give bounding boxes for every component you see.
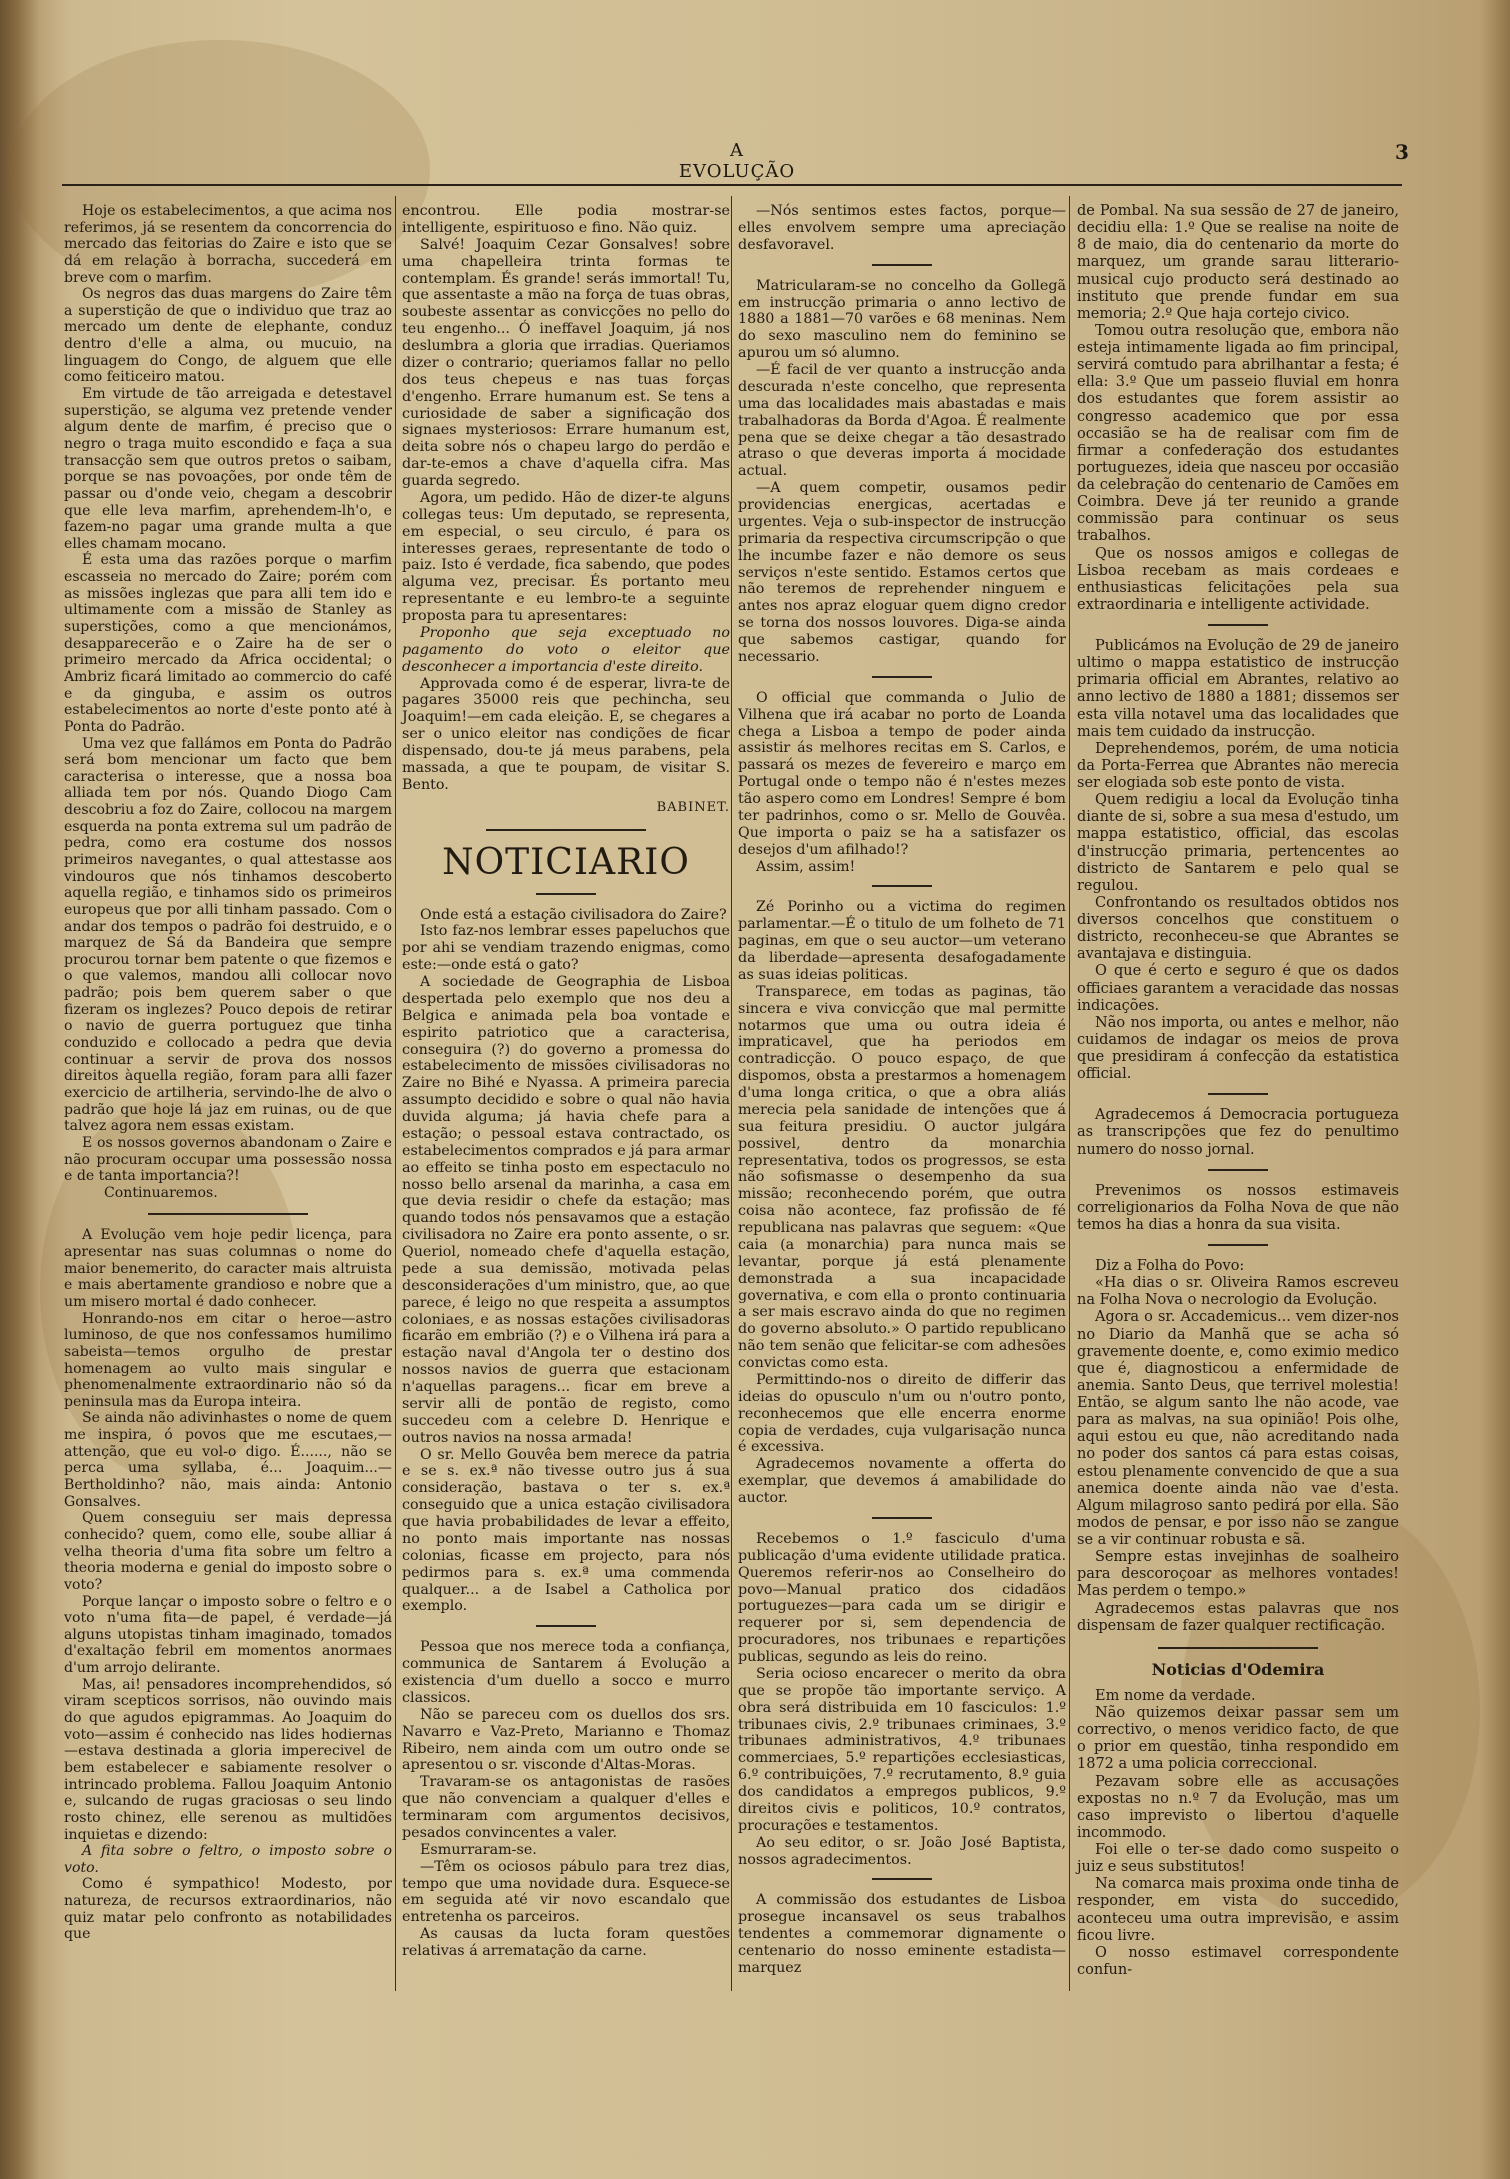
column-2	[402, 203, 730, 1960]
paragraph: A Evolução vem hoje pedir licença, para apresentar nas suas columnas o nome do maior benemerito, do caracter mais altruista e mais abertamente grandioso e nobre que a um misero mortal é dado conhecer.	[64, 1227, 392, 1310]
paragraph: Transparece, em todas as paginas, tão sincera e viva convicção que mal permitte notarmos que uma ou outra ideia é impraticavel, que ha periodos em contradicção. O pouco espaço, de que dispomos, obsta a prestarmos a homenagem d'uma longa critica, o que a obra aliás merecia pela sanidade de intenções que á sua feitura presidiu. O auctor julgára possivel, dentro da monarchia representativa, todos os progressos, se esta não sofismasse o desempenho da sua missão; reconhecendo porém, que outra coisa não acontece, faz profissão de fé republicana nas palavras que seguem: «Que caia (a monarchia) para nunca mais se levantar, porque já está plenamente demonstrada a sua incapacidade governativa, e com ella o pronto continuaria a ser mais escravo ainda do que no regimen do governo absoluto.» O partido republicano não tem senão que felicitar-se com adhesões convictas como esta.	[738, 983, 1066, 1371]
paragraph: Confrontando os resultados obtidos nos diversos concelhos que constituem o districto, reconheceu-se que Abrantes se avantajava e distinguia.	[1077, 894, 1399, 963]
paragraph: Os negros das duas margens do Zaire têm a superstição de que o individuo que traz ao mercado um dente de elephante, conduz dentro d'elle a alma, ou mucuio, na linguagem do Congo, de alguem que elle como feiticeiro matou.	[64, 286, 392, 386]
paragraph: Pessoa que nos merece toda a confiança, communica de Santarem á Evolução a existencia d'um duello a socco e murro classicos.	[402, 1639, 730, 1706]
paragraph: Quem redigiu a local da Evolução tinha diante de si, sobre a sua mesa d'estudo, um mappa estatistico, official, das escolas d'instrucção primaria, pertencentes ao districto de Santarem e pelo qual se regulou.	[1077, 792, 1399, 894]
paragraph: Travaram-se os antagonistas de rasões que não convenciam a qualquer d'elles e terminaram com argumentos decisivos, pesados convincentes a valer.	[402, 1774, 730, 1841]
item-separator	[1208, 1093, 1268, 1095]
section-separator	[486, 829, 646, 831]
paragraph: Agradecemos estas palavras que nos dispensam de fazer qualquer rectificação.	[1077, 1600, 1399, 1634]
newspaper-title: A EVOLUÇÃO	[678, 140, 796, 182]
paragraph: Agora, um pedido. Hão de dizer-te alguns collegas teus: Um deputado, se representa, em especial, o seu circulo, é para os interesses geraes, representante de todo o paiz. Isto é verdade, fica sabendo, que podes alguma vez, precisar. És portanto meu representante e eu lembro-te a seguinte proposta para tu apresentares:	[402, 489, 730, 624]
paragraph: Agradecemos novamente a offerta do exemplar, que devemos á amabilidade do auctor.	[738, 1456, 1066, 1506]
paragraph: Uma vez que fallámos em Ponta do Padrão será bom mencionar um facto que bem caracterisa o interesse, que a nossa boa alliada tem por nós. Quando Diogo Cam descobriu a foz do Zaire, collocou na margem esquerda na ponta extrema sul um padrão de pedra, como era costume dos nossos primeiros navegantes, o qual attestasse aos vindouros que nós tinhamos descoberto aquella região, e tinhamos sido os primeiros europeus que por alli tinham passado. Com o andar dos tempos o padrão foi destruido, e o marquez de Sá da Bandeira que sempre procurou tornar bem patente o que fizemos e o que valemos, mandou alli collocar novo padrão; pois bem querem saber o que fizeram os inglezes? Pouco depois de retirar o navio de guerra portuguez que tinha conduzido e collocado a pedra que devia continuar a servir de prova dos nossos direitos àquella região, foram para alli fazer exercicio de artilheria, servindo-lhe de alvo o padrão que hoje lá jaz em ruinas, ou de que talvez agora nem essas existam.	[64, 735, 392, 1135]
paragraph: Sempre estas invejinhas de soalheiro para descoroçoar as melhores vontades! Mas perdem o tempo.»	[1077, 1549, 1399, 1600]
paragraph: Na comarca mais proxima onde tinha de responder, em vista do succedido, aconteceu uma outra imprevisão, e assim ficou livre.	[1077, 1876, 1399, 1944]
item-separator	[872, 676, 932, 678]
paragraph: Salvé! Joaquim Cezar Gonsalves! sobre uma chapelleira trinta formas te contemplam. És grande! serás immortal! Tu, que assentaste a mão na força de tuas obras, soubeste assentar as convicções no pello do teu engenho... Ó ineffavel Joaquim, já nos deslumbra a gloria que irradias. Queriamos dizer o contrario; queriamos fallar no pello dos teus chepeus e nas tuas forças d'engenho. Errare humanum est. Se tens a curiosidade de saber a significação dos signaes mysteriosos: Errare humanum est, deita sobre nós o chapeu largo do perdão e dar-te-emos a chave d'aquella cifra. Mas guarda segredo.	[402, 236, 730, 489]
paragraph: O que é certo e seguro é que os dados officiaes garantem a veracidade das nossas indicações.	[1077, 963, 1399, 1014]
paragraph: Matricularam-se no concelho da Gollegã em instrucção primaria o anno lectivo de 1880 a 1881—70 varões e 68 meninas. Nem do sexo masculino nem do feminino se apurou um só alumno.	[738, 277, 1066, 362]
paragraph: —A quem competir, ousamos pedir providencias energicas, acertadas e urgentes. Veja o sub-inspector de instrucção primaria da respectiva circumscripção o que lhe incumbe fazer e não demore os seus serviços n'este sentido. Estamos certos que não teremos de reprehender ninguem e antes nos apraz eloguar quem digno credor se torna dos nossos louvores. Diga-se ainda que sabemos castigar, quando for necessario.	[738, 480, 1066, 665]
section-separator	[148, 1213, 308, 1215]
paragraph: Em nome da verdade.	[1095, 1687, 1256, 1704]
paragraph: Foi elle o ter-se dado como suspeito o juiz e seus substitutos!	[1077, 1842, 1399, 1876]
header-rule	[62, 184, 1402, 186]
paragraph: Hoje os estabelecimentos, a que acima nos referimos, já se resentem da concorrencia do mercado das feitorias do Zaire e isto que se dá em relação à borracha, succederá em breve com o marfim.	[64, 203, 392, 286]
column-divider	[395, 196, 396, 1991]
quote-line: A fita sobre o feltro, o imposto sobre o voto.	[64, 1843, 392, 1876]
paragraph: Não se pareceu com os duellos dos srs. Navarro e Vaz-Preto, Marianno e Thomaz Ribeiro, nem ainda com um outro onde se apresentou o sr. visconde d'Altas-Moras.	[402, 1706, 730, 1774]
paragraph: Ao seu editor, o sr. João José Baptista, nossos agradecimentos.	[738, 1834, 1066, 1868]
item-separator	[872, 1517, 932, 1519]
paragraph: Como é sympathico! Modesto, por natureza, de recursos extraordinarios, não quiz matar pelo confronto as notabilidades que	[64, 1876, 392, 1943]
paragraph: Permittindo-nos o direito de differir das ideias do opusculo n'um ou n'outro ponto, reconhecemos que elle encerra enorme copia de verdades, cuja vulgarisação nunca é excessiva.	[738, 1371, 1066, 1456]
paragraph: Prevenimos os nossos estimaveis correligionarios da Folha Nova de que não temos ha dias a honra da sua visita.	[1077, 1182, 1399, 1233]
paragraph: Porque lançar o imposto sobre o feltro e o voto n'uma fita—de papel, é verdade—já alguns utopistas tinham imaginado, tomados d'exaltação febril em momentos anormaes d'um arrojo delirante.	[64, 1593, 392, 1677]
paragraph: Agora o sr. Accademicus... vem dizer-nos no Diario da Manhã que se acha só gravemente doente, e, como eximio medico que é, diagnosticou a enfermidade de anemia. Santo Deus, que terrivel molestia! Então, se algum santo lhe não acode, vae para as malvas, na sua opinião! Pois olhe, aqui estou eu que, não acreditando nada no poder dos santos cá para estas coisas, estou plenamente convencido de que a sua anemica doente ainda não vae d'esta. Algum milagroso santo pedirá por ella. São modos de pensar, e por isso não se zangue se a vir continuar robusta e sã.	[1077, 1309, 1399, 1548]
paragraph: Tomou outra resolução que, embora não esteja intimamente ligada ao fim principal, servirá comtudo para abrilhantar a festa; é ella: 3.º Que um passeio fluvial em honra dos estudantes que forem assistir ao congresso academico que por essa occasião se ha de realisar com fim de firmar a confederação dos estudantes portuguezes, ideia que nasceu por occasião da celebração do centenario de Camões em Coimbra. Deve já ter reunido a grande commissão para continuar os seus trabalhos.	[1077, 322, 1399, 545]
paragraph: O nosso estimavel correspondente confun-	[1077, 1944, 1399, 1978]
paragraph: —Nós sentimos estes factos, porque—elles envolvem sempre uma apreciação desfavoravel.	[738, 203, 1066, 253]
paragraph: Isto faz-nos lembrar esses papeluchos que por ahi se vendiam trazendo enigmas, como este:—onde está o gato?	[402, 923, 730, 974]
paragraph: O sr. Mello Gouvêa bem merece da patria e se s. ex.ª não tivesse outro jus á sua consideração, bastava o ter s. ex.ª conseguido que a unica estação civilisadora que havia probabilidades de levar a effeito, no ponto mais importante nas nossas colonias, ficasse em projecto, para nós pedirmos para s. ex.ª uma commenda qualquer... a de Isabel a Catholica por exemplo.	[402, 1446, 730, 1615]
paragraph: Assim, assim!	[756, 858, 856, 875]
paragraph: Se ainda não adivinhastes o nome de quem me inspira, ó povos que me escutaes,—attenção, que eu vol-o digo. É......, não se perca uma syllaba, é... Joaquim...—Bertholdinho? não, mais ainda: Antonio Gonsalves.	[64, 1410, 392, 1510]
paragraph: Que os nossos amigos e collegas de Lisboa recebam as mais cordeaes e enthusiasticas felicitações pela sua extraordinaria e intelligente actividade.	[1077, 545, 1399, 613]
column-divider	[731, 196, 732, 1991]
paragraph: E os nossos governos abandonam o Zaire e não procuram occupar uma possessão nossa e de tanta importancia?!	[64, 1134, 392, 1185]
title-rule	[536, 893, 596, 895]
paragraph: —Têm os ociosos pábulo para trez dias, tempo que uma novidade dura. Esquece-se em seguida até vir novo escandalo que entretenha os parceiros.	[402, 1858, 730, 1926]
paragraph-continues: Continuaremos.	[104, 1184, 218, 1201]
section-separator	[1158, 1647, 1318, 1649]
paragraph: Mas, ai! pensadores incomprehendidos, só viram scepticos sorrisos, não ouvindo mais do que agudos epigrammas. Ao Joaquim do voto—assim é conhecido nas lides hodiernas—estava destinada a gloria imperecivel de bem estabelecer e sabiamente resolver o intrincado problema. Fallou Joaquim Antonio e, sulcando de rugas graciosas o seu lindo rosto chinez, elle serenou as multidões inquietas e dizendo:	[64, 1676, 392, 1843]
author-signature: BABINET.	[656, 799, 730, 815]
column-4	[1077, 203, 1399, 1979]
paragraph: de Pombal. Na sua sessão de 27 de janeiro, decidiu ella: 1.º Que se realise na noite de 8 de maio, dia do centenario da morte do marquez, um grande sarau litterario-musical cujo producto será destinado ao instituto que prende fundar em sua memoria; 2.º Que haja cortejo civico.	[1077, 203, 1399, 322]
item-separator	[1208, 624, 1268, 626]
paragraph: As causas da lucta foram questões relativas á arrematação da carne.	[402, 1926, 730, 1959]
item-separator	[872, 1878, 932, 1880]
paragraph: A sociedade de Geographia de Lisboa despertada pelo exemplo que nos deu a Belgica e animada pela boa vontade e espirito patriotico que a caracterisa, conseguira (?) do governo a promessa do estabelecimento de missões civilisadoras no Zaire no Bihé e Nyassa. A primeira parecia assumpto decidido e sobre o qual não havia duvida alguma; já havia chefe para a estação; o pessoal estava contractado, os estabelecimentos comprados e já para armar ao effeito se tinha posto em espectaculo no nosso bello arsenal da marinha, a casa em que devia residir o chefe da estação; mas quando todos nós pensavamos que a estação civilisadora no Zaire era ponto assente, o sr. Queriol, nomeado chefe d'aquella estação, pede a sua demissão, motivada pelas desconsiderações d'um ministro, que, ao que parece, é leigo no que respeita a assumptos coloniaes, e as nossas estações civilisadoras ficarão em embrião (?) e o Vilhena irá para a estação naval d'Angola ter o destino dos nossos navios de guerra que estacionam n'aquellas paragens... ficar em breve a servir alli de pontão de registo, como succedeu com a celebre D. Henrique e outros navios na nossa armada!	[402, 974, 730, 1446]
column-divider	[1069, 196, 1070, 1991]
paragraph: O official que commanda o Julio de Vilhena que irá acabar no porto de Loanda chega a Lisboa a tempo de poder ainda assistir ás melhores recitas em S. Carlos, e passará os mezes de fevereiro e março em Portugal onde o tempo não é n'estes mezes tão aspero como em Londres! Sempre é bom ter padrinhos, como o sr. Mello de Gouvêa. Que importa o paiz se ha a satisfazer os desejos d'um afilhado!?	[738, 689, 1066, 858]
paragraph: Recebemos o 1.º fasciculo d'uma publicação d'uma evidente utilidade pratica. Queremos referir-nos ao Conselheiro do povo—Manual pratico dos cidadãos portuguezes—para cada um se dirigir e requerer por si, sem dependencia de procuradores, nos tribunaes e repartições publicas, segundo as leis do reino.	[738, 1530, 1066, 1665]
paragraph: A commissão dos estudantes de Lisboa prosegue incansavel os seus trabalhos tendentes a commemorar dignamente o centenario do nosso eminente estadista—marquez	[738, 1892, 1066, 1976]
item-separator	[1208, 1244, 1268, 1246]
proposal-text: Proponho que seja exceptuado no pagamento do voto o eleitor que desconhecer a importancia d'este direito.	[402, 624, 730, 675]
paragraph: Zé Porinho ou a victima do regimen parlamentar.—É o titulo de um folheto de 71 paginas, em que o seu auctor—um veterano da liberdade—apresenta desafogadamente as suas ideias politicas.	[738, 899, 1066, 983]
paragraph: Pezavam sobre elle as accusações expostas no n.º 7 da Evolução, mas um caso imprevisto o libertou d'aquelle incommodo.	[1077, 1773, 1399, 1841]
paragraph: Não nos importa, ou antes e melhor, não cuidamos de indagar os meios de prova que presidiram á confecção da estatistica official.	[1077, 1014, 1399, 1083]
paragraph: Seria ocioso encarecer o merito da obra que se propõe tão importante serviço. A obra será distribuida em 10 fasciculos: 1.º tribunaes civis, 2.º tribunaes criminaes, 3.º tribunaes administrativos, 4.º tribunaes commerciaes, 5.º repartições ecclesiasticas, 6.º contribuições, 7.º recrutamento, 8.º guia dos candidatos a empregos publicos, 9.º direitos civis e politicos, 10.º contratos, procurações e testamentos.	[738, 1665, 1066, 1834]
paragraph: Agradecemos á Democracia portugueza as transcripções que fez do penultimo numero do nosso jornal.	[1077, 1107, 1399, 1158]
paragraph: Em virtude de tão arreigada e detestavel superstição, se alguma vez pretende vender algum dente de marfim, é preciso que o negro o traga muito escondido e faça a sua transacção sem que outros pretos o saibam, porque se nas povoações, por onde têm de passar ou d'onde veio, chegam a descobrir que elle leva marfim, aprehendem-lh'o, e fazem-no pagar uma grande multa a que elles chamam mocano.	[64, 386, 392, 552]
paragraph: Diz a Folha do Povo:	[1095, 1258, 1245, 1274]
paragraph: Esmurraram-se.	[420, 1841, 537, 1858]
paragraph: É esta uma das razões porque o marfim escasseia no mercado do Zaire; porém com as missões inglezas que para alli tem ido e ultimamente com a missão de Stanley as superstições, como a que mencionámos, desapparecerão e o Zaire ha de ser o primeiro mercado da Africa occidental; o Ambriz ficará limitado ao commercio do café e da ginguba, e assim os outros estabelecimentos ao norte d'este ponto até à Ponta do Padrão.	[64, 552, 392, 735]
item-separator	[872, 885, 932, 887]
paragraph: encontrou. Elle podia mostrar-se intelligente, espirituoso e fino. Não quiz.	[402, 203, 730, 236]
paragraph: Honrando-nos em citar o heroe—astro luminoso, de que nos confessamos humilimo sabeista—temos orgulho de prestar homenagem ao vulto mais singular e phenomenalmente extraordinario não só da peninsula mas da Europa inteira.	[64, 1310, 392, 1410]
item-separator	[536, 1625, 596, 1627]
item-separator	[1208, 1169, 1268, 1171]
column-1	[64, 203, 392, 1943]
paragraph: Deprehendemos, porém, de uma noticia da Porta-Ferrea que Abrantes não merecia ser elogiada sob este ponto de vista.	[1077, 740, 1399, 791]
item-separator	[872, 264, 932, 266]
paragraph: Quem conseguiu ser mais depressa conhecido? quem, como elle, soube alliar á velha theoria d'uma fita sobre um feltro a theoria moderna e genial do imposto sobre o voto?	[64, 1510, 392, 1593]
paragraph: «Ha dias o sr. Oliveira Ramos escreveu na Folha Nova o necrologio da Evolução.	[1077, 1275, 1399, 1309]
column-3	[738, 203, 1066, 1977]
paragraph: Publicámos na Evolução de 29 de janeiro ultimo o mappa estatistico de instrucção primaria official em Abrantes, relativo ao anno lectivo de 1880 a 1881; dissemos ser esta villa notavel uma das localidades que mais tem cuidado da instrucção.	[1077, 638, 1399, 740]
page-number: 3	[1395, 140, 1409, 164]
section-title: NOTICIARIO	[442, 841, 690, 883]
paragraph: —É facil de ver quanto a instrucção anda descurada n'este concelho, que representa uma das localidades mais abastadas e mais trabalhadoras da Borda d'Agoa. É realmente pena que se deixe chegar a tão desastrado atraso o que deveras importa á mocidade actual.	[738, 362, 1066, 480]
paragraph: Onde está a estação civilisadora do Zaire?	[420, 906, 727, 923]
section-subtitle: Noticias d'Odemira	[1151, 1659, 1325, 1679]
paragraph: Approvada como é de esperar, livra-te de pagares 35000 reis que pechincha, seu Joaquim!—em cada eleição. E, se chegares a ser o unico eleitor nas condições de ficar dispensado, dou-te já meus parabens, pela massada, a que te poupam, de visitar S. Bento.	[402, 675, 730, 793]
paragraph: Não quizemos deixar passar sem um correctivo, o menos veridico facto, de que o prior em questão, tinha respondido em 1872 a uma policia correccional.	[1077, 1705, 1399, 1773]
